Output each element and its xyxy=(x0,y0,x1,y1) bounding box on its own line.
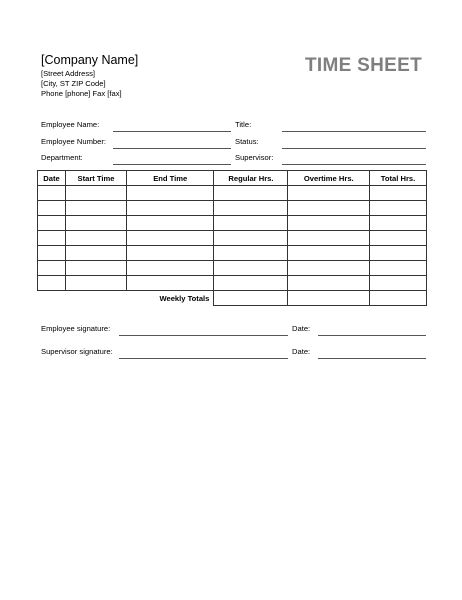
overtime-hrs-cell[interactable] xyxy=(288,246,370,261)
date-cell[interactable] xyxy=(38,216,66,231)
total-hrs-cell[interactable] xyxy=(370,276,427,291)
regular-hrs-cell[interactable] xyxy=(214,261,288,276)
start-time-cell[interactable] xyxy=(66,186,127,201)
overtime-hrs-cell[interactable] xyxy=(288,231,370,246)
end-time-cell[interactable] xyxy=(127,231,214,246)
header-overtime-hrs: Overtime Hrs. xyxy=(288,171,370,186)
total-hrs-cell[interactable] xyxy=(370,231,427,246)
table-row xyxy=(38,276,427,291)
total-hrs-cell[interactable] xyxy=(370,261,427,276)
start-time-cell[interactable] xyxy=(66,261,127,276)
table-row xyxy=(38,201,427,216)
header-total-hrs: Total Hrs. xyxy=(370,171,427,186)
overtime-hrs-cell[interactable] xyxy=(288,186,370,201)
employee-date-input[interactable] xyxy=(318,335,426,336)
end-time-cell[interactable] xyxy=(127,216,214,231)
supervisor-signature-field xyxy=(41,347,288,359)
overtime-hrs-cell[interactable] xyxy=(288,276,370,291)
employee-name-field xyxy=(41,120,231,132)
supervisor-date-field xyxy=(292,347,426,359)
date-cell[interactable] xyxy=(38,261,66,276)
table-row xyxy=(38,261,427,276)
employee-number-label: Employee Number: xyxy=(41,137,106,146)
department-field xyxy=(41,153,231,165)
total-hrs-cell[interactable] xyxy=(370,186,427,201)
header-end-time: End Time xyxy=(127,171,214,186)
regular-hrs-cell[interactable] xyxy=(214,276,288,291)
end-time-cell[interactable] xyxy=(127,261,214,276)
employee-signature-label: Employee signature: xyxy=(41,324,111,333)
supervisor-signature-label: Supervisor signature: xyxy=(41,347,113,356)
document-title: TIME SHEET xyxy=(304,55,422,76)
header-regular-hrs: Regular Hrs. xyxy=(214,171,288,186)
employee-date-label: Date: xyxy=(292,324,311,333)
regular-hrs-cell[interactable] xyxy=(214,216,288,231)
start-time-cell[interactable] xyxy=(66,216,127,231)
street-address: [Street Address] xyxy=(41,68,96,78)
start-time-cell[interactable] xyxy=(66,231,127,246)
employee-number-field xyxy=(41,137,231,149)
department-label: Department: xyxy=(41,153,83,162)
regular-hrs-cell[interactable] xyxy=(214,186,288,201)
date-cell[interactable] xyxy=(38,276,66,291)
title-input[interactable] xyxy=(282,131,426,132)
employee-date-field xyxy=(292,324,426,336)
end-time-cell[interactable] xyxy=(127,186,214,201)
supervisor-label: Supervisor: xyxy=(235,153,274,162)
total-hrs-cell[interactable] xyxy=(370,246,427,261)
department-input[interactable] xyxy=(113,164,231,165)
start-time-cell[interactable] xyxy=(66,276,127,291)
total-regular-hrs-cell[interactable] xyxy=(214,291,288,306)
city-state-zip: [City, ST ZIP Code] xyxy=(41,78,106,88)
overtime-hrs-cell[interactable] xyxy=(288,261,370,276)
overtime-hrs-cell[interactable] xyxy=(288,201,370,216)
total-overtime-hrs-cell[interactable] xyxy=(288,291,370,306)
status-input[interactable] xyxy=(282,148,426,149)
date-cell[interactable] xyxy=(38,201,66,216)
table-header-row xyxy=(38,171,427,186)
title-label: Title: xyxy=(235,120,252,129)
employee-number-input[interactable] xyxy=(113,148,231,149)
employee-name-input[interactable] xyxy=(113,131,231,132)
supervisor-signature-input[interactable] xyxy=(119,358,288,359)
end-time-cell[interactable] xyxy=(127,201,214,216)
table-row xyxy=(38,186,427,201)
supervisor-date-input[interactable] xyxy=(318,358,426,359)
weekly-totals-label: Weekly Totals xyxy=(159,293,210,303)
company-info xyxy=(41,54,138,99)
header-date: Date xyxy=(38,171,66,186)
status-label: Status: xyxy=(235,137,259,146)
regular-hrs-cell[interactable] xyxy=(214,246,288,261)
supervisor-field xyxy=(235,153,426,165)
table-row xyxy=(38,246,427,261)
phone-fax: Phone [phone] Fax [fax] xyxy=(41,88,122,98)
total-hrs-cell[interactable] xyxy=(370,216,427,231)
total-hrs-cell[interactable] xyxy=(370,291,427,306)
regular-hrs-cell[interactable] xyxy=(214,231,288,246)
regular-hrs-cell[interactable] xyxy=(214,201,288,216)
title-field xyxy=(235,120,426,132)
header-start-time: Start Time xyxy=(66,171,127,186)
employee-signature-input[interactable] xyxy=(119,335,288,336)
end-time-cell[interactable] xyxy=(127,276,214,291)
employee-name-label: Employee Name: xyxy=(41,120,100,129)
overtime-hrs-cell[interactable] xyxy=(288,216,370,231)
company-name: [Company Name] xyxy=(41,53,139,67)
supervisor-date-label: Date: xyxy=(292,347,311,356)
time-table xyxy=(37,170,427,306)
supervisor-input[interactable] xyxy=(282,164,426,165)
date-cell[interactable] xyxy=(38,231,66,246)
total-hrs-cell[interactable] xyxy=(370,201,427,216)
start-time-cell[interactable] xyxy=(66,246,127,261)
end-time-cell[interactable] xyxy=(127,246,214,261)
status-field xyxy=(235,137,426,149)
employee-signature-field xyxy=(41,324,288,336)
table-row xyxy=(38,231,427,246)
date-cell[interactable] xyxy=(38,246,66,261)
table-row xyxy=(38,216,427,231)
weekly-totals-row xyxy=(38,291,427,306)
date-cell[interactable] xyxy=(38,186,66,201)
start-time-cell[interactable] xyxy=(66,201,127,216)
